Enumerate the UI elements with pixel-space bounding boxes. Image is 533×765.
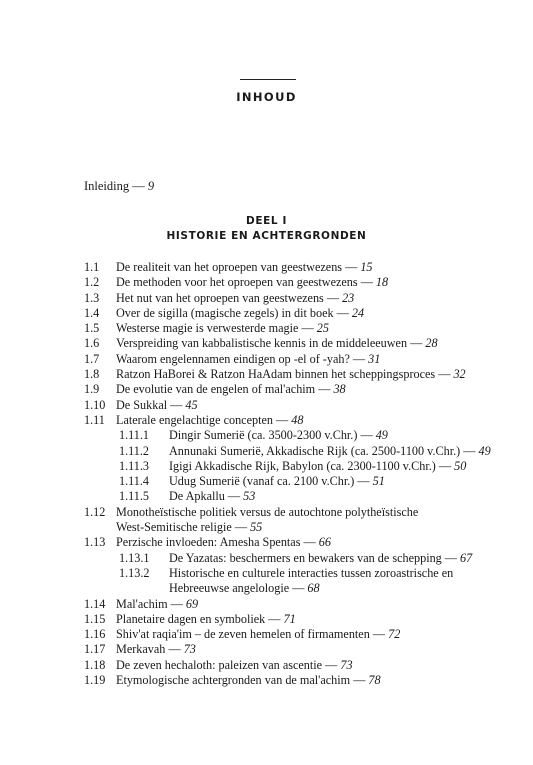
toc-entry-title: Westerse magie is verwesterde magie bbox=[116, 321, 299, 336]
toc-entry-number: 1.9 bbox=[84, 382, 100, 397]
toc-entry: 1.6 Verspreiding van kabbalistische kennis in de middeleeuwen — 28 bbox=[84, 336, 438, 351]
toc-entry-number: 1.7 bbox=[84, 351, 100, 366]
toc-entry-page: 73 bbox=[340, 657, 353, 672]
toc-entry-title: Verspreiding van kabbalistische kennis in de middeleeuwen bbox=[116, 336, 408, 351]
toc-entry-title: De evolutie van de engelen of mal'achim bbox=[116, 382, 316, 397]
toc-entry-number: 1.17 bbox=[84, 642, 106, 657]
toc-entry-title: Ratzon HaBorei & Ratzon HaAdam binnen het scheppingsproces bbox=[116, 367, 436, 382]
toc-entry-number: 1.12 bbox=[84, 504, 106, 519]
toc-entry-number: 1.15 bbox=[84, 611, 106, 626]
toc-entry-number: 1.18 bbox=[84, 657, 106, 672]
toc-entry-number: 1.13.2 bbox=[119, 565, 150, 580]
toc-entry-page: 18 bbox=[375, 275, 389, 290]
toc-entry-page: 55 bbox=[250, 520, 263, 535]
toc-entry-page: 49 bbox=[375, 428, 388, 443]
toc-entry: 1.11.4 Udug Sumerië (vanaf ca. 2100 v.Chr.) — 51 bbox=[119, 474, 385, 489]
toc-entry-page: 73 bbox=[183, 642, 196, 657]
toc-entry-page: 66 bbox=[318, 535, 331, 550]
toc-entry-number: 1.4 bbox=[84, 305, 100, 320]
toc-entry: 1.11 Laterale engelachtige concepten — 48 bbox=[84, 412, 304, 427]
toc-entry: 1.10 De Sukkal — 45 bbox=[84, 397, 198, 412]
toc-entry: 1.13.1 De Yazatas: beschermers en bewakers van de schepping — 67 bbox=[119, 550, 473, 565]
toc-entry: 1.18 De zeven hechaloth: paleizen van ascentie — 73 bbox=[84, 657, 353, 672]
toc-entry: 1.2 De methoden voor het oproepen van geestwezens — 18 bbox=[84, 275, 389, 290]
toc-entry-title: Udug Sumerië (vanaf ca. 2100 v.Chr.) bbox=[169, 474, 355, 489]
toc-entry: 1.11.2 Annunaki Sumerië, Akkadische Rijk (ca. 2500-1100 v.Chr.) — 49 bbox=[119, 443, 491, 458]
toc-entry-number: 1.11.1 bbox=[119, 428, 150, 443]
toc-entry-title: De methoden voor het oproepen van geestwezens bbox=[116, 275, 358, 290]
toc-entry-number: 1.11.3 bbox=[119, 458, 150, 473]
toc-entry-page: 50 bbox=[454, 458, 467, 473]
toc-entry-page: 25 bbox=[316, 321, 329, 336]
toc-entry-number: 1.16 bbox=[84, 627, 106, 642]
toc-entry: 1.17 Merkavah — 73 bbox=[84, 642, 196, 657]
toc-entry-page: 28 bbox=[425, 336, 438, 351]
toc-entry-title: Shiv'at raqia'im – de zeven hemelen of firmamenten bbox=[116, 627, 370, 642]
toc-entry-title: West-Semitische religie bbox=[116, 520, 232, 535]
toc-entry-page: 32 bbox=[453, 367, 466, 382]
toc-entry: 1.8 Ratzon HaBorei & Ratzon HaAdam binnen het scheppingsproces — 32 bbox=[84, 367, 466, 382]
toc-entry-page: 24 bbox=[351, 305, 365, 320]
toc-entry-page: 48 bbox=[291, 412, 304, 427]
toc-entry-title: De zeven hechaloth: paleizen van ascentie bbox=[116, 657, 323, 672]
intro-entry: Inleiding — 9 bbox=[84, 179, 155, 193]
toc-entry-number: 1.6 bbox=[84, 336, 100, 351]
toc-entry bbox=[84, 505, 504, 520]
toc-entry-page: 51 bbox=[372, 474, 385, 489]
toc-entry-number: 1.13 bbox=[84, 535, 106, 550]
toc-entry-title: Mal'achim bbox=[116, 596, 168, 611]
toc-entry: 1.3 Het nut van het oproepen van geestwezens — 23 bbox=[84, 290, 355, 305]
toc-entry-title: Waarom engelennamen eindigen op -el of -yah? bbox=[116, 351, 350, 366]
toc-entry-title: Het nut van het oproepen van geestwezens bbox=[116, 290, 324, 305]
toc-entry-number: 1.11.2 bbox=[119, 443, 150, 458]
toc-entry-title: Laterale engelachtige concepten bbox=[116, 412, 273, 427]
toc-entry-page: 45 bbox=[185, 397, 198, 412]
toc-entry-number: 1.8 bbox=[84, 367, 100, 382]
toc-entry: 1.19 Etymologische achtergronden van de mal'achim — 78 bbox=[84, 673, 381, 688]
toc-entry-number: 1.11.4 bbox=[119, 474, 150, 489]
toc-entry-number: 1.5 bbox=[84, 321, 100, 336]
toc-entry: 1.5 Westerse magie is verwesterde magie — 25 bbox=[84, 321, 329, 336]
toc-entry-number: 1.3 bbox=[84, 290, 100, 305]
toc-entry: 1.16 Shiv'at raqia'im – de zeven hemelen of firmamenten — 72 bbox=[84, 627, 401, 642]
toc-entry-number: 1.1 bbox=[84, 260, 100, 274]
toc-entry-number bbox=[119, 581, 169, 596]
toc-entry-page: 23 bbox=[342, 290, 355, 305]
toc-entry-title: De Apkallu bbox=[169, 489, 225, 504]
intro-label: Inleiding bbox=[84, 179, 130, 193]
toc-entry-title: Historische en culturele interacties tussen zoroastrische en bbox=[169, 565, 454, 580]
toc-entry: West-Semitische religie — 55 bbox=[84, 520, 504, 535]
toc-entry-title: De realiteit van het oproepen van geestwezens bbox=[116, 260, 343, 274]
toc-entry-page: 72 bbox=[388, 627, 401, 642]
toc-entry bbox=[84, 566, 504, 581]
intro-page: 9 bbox=[147, 179, 155, 193]
toc-entry-page: 31 bbox=[368, 351, 381, 366]
toc-entry-page: 49 bbox=[478, 443, 491, 458]
toc-entry: Hebreeuwse angelologie — 68 bbox=[84, 581, 504, 596]
toc-entry: 1.14 Mal'achim — 69 bbox=[84, 596, 199, 611]
title-rule bbox=[240, 79, 296, 80]
toc-entry: 1.15 Planetaire dagen en symboliek — 71 bbox=[84, 611, 296, 626]
toc-entry: 1.4 Over de sigilla (magische zegels) in dit boek — 24 bbox=[84, 305, 365, 320]
toc-entry-number: 1.14 bbox=[84, 596, 106, 611]
toc-entry-title: Merkavah bbox=[116, 642, 166, 657]
toc-entry: 1.7 Waarom engelennamen eindigen op -el of -yah? — 31 bbox=[84, 351, 381, 366]
table-of-contents bbox=[84, 260, 504, 688]
toc-entry-page: 53 bbox=[243, 489, 256, 504]
toc-entry-number: 1.10 bbox=[84, 397, 106, 412]
toc-entry-title: Etymologische achtergronden van de mal'achim bbox=[116, 673, 351, 688]
toc-entry: 1.11.5 De Apkallu — 53 bbox=[119, 489, 256, 504]
toc-entry-title: Perzische invloeden: Amesha Spentas bbox=[116, 535, 301, 550]
toc-entry-title: Monotheïstische politiek versus de autochtone polytheïstische bbox=[116, 504, 419, 519]
toc-entry-page: 68 bbox=[307, 581, 320, 596]
toc-entry-title: Planetaire dagen en symboliek bbox=[116, 611, 266, 626]
toc-entry-page: 38 bbox=[333, 382, 346, 397]
toc-entry-title: De Yazatas: beschermers en bewakers van de schepping bbox=[169, 550, 442, 565]
page-title: INHOUD bbox=[236, 90, 297, 104]
toc-entry: 1.1 De realiteit van het oproepen van geestwezens — 15 bbox=[84, 260, 373, 274]
toc-entry: 1.9 De evolutie van de engelen of mal'achim — 38 bbox=[84, 382, 346, 397]
toc-entry-title: Igigi Akkadische Rijk, Babylon (ca. 2300-1100 v.Chr.) bbox=[169, 458, 436, 473]
part-number: DEEL I bbox=[246, 215, 287, 227]
toc-entry-title: Dingir Sumerië (ca. 3500-2300 v.Chr.) bbox=[169, 428, 358, 443]
toc-entry-number: 1.13.1 bbox=[119, 550, 150, 565]
toc-entry-title: Annunaki Sumerië, Akkadische Rijk (ca. 2500-1100 v.Chr.) bbox=[169, 443, 461, 458]
toc-entry-title: Hebreeuwse angelologie bbox=[169, 581, 290, 596]
toc-entry-number bbox=[84, 520, 116, 535]
toc-entry: 1.11.3 Igigi Akkadische Rijk, Babylon (ca. 2300-1100 v.Chr.) — 50 bbox=[119, 458, 467, 473]
toc-entry: 1.13 Perzische invloeden: Amesha Spentas — 66 bbox=[84, 535, 331, 550]
toc-entry-number: 1.11.5 bbox=[119, 489, 150, 504]
toc-entry-page: 15 bbox=[360, 260, 373, 274]
toc-entry-number: 1.19 bbox=[84, 673, 106, 688]
toc-entry-title: Over de sigilla (magische zegels) in dit boek bbox=[116, 305, 334, 320]
toc-entry-page: 69 bbox=[185, 596, 199, 611]
toc-entry-page: 67 bbox=[460, 550, 473, 565]
toc-entry-title: De Sukkal bbox=[116, 397, 168, 412]
toc-entry-page: 71 bbox=[283, 611, 296, 626]
toc-entry-page: 78 bbox=[368, 673, 381, 688]
toc-entry-number: 1.2 bbox=[84, 275, 100, 290]
toc-entry-number: 1.11 bbox=[84, 412, 105, 427]
toc-entry: 1.11.1 Dingir Sumerië (ca. 3500-2300 v.Chr.) — 49 bbox=[119, 428, 388, 443]
part-title: HISTORIE EN ACHTERGRONDEN bbox=[166, 230, 367, 242]
